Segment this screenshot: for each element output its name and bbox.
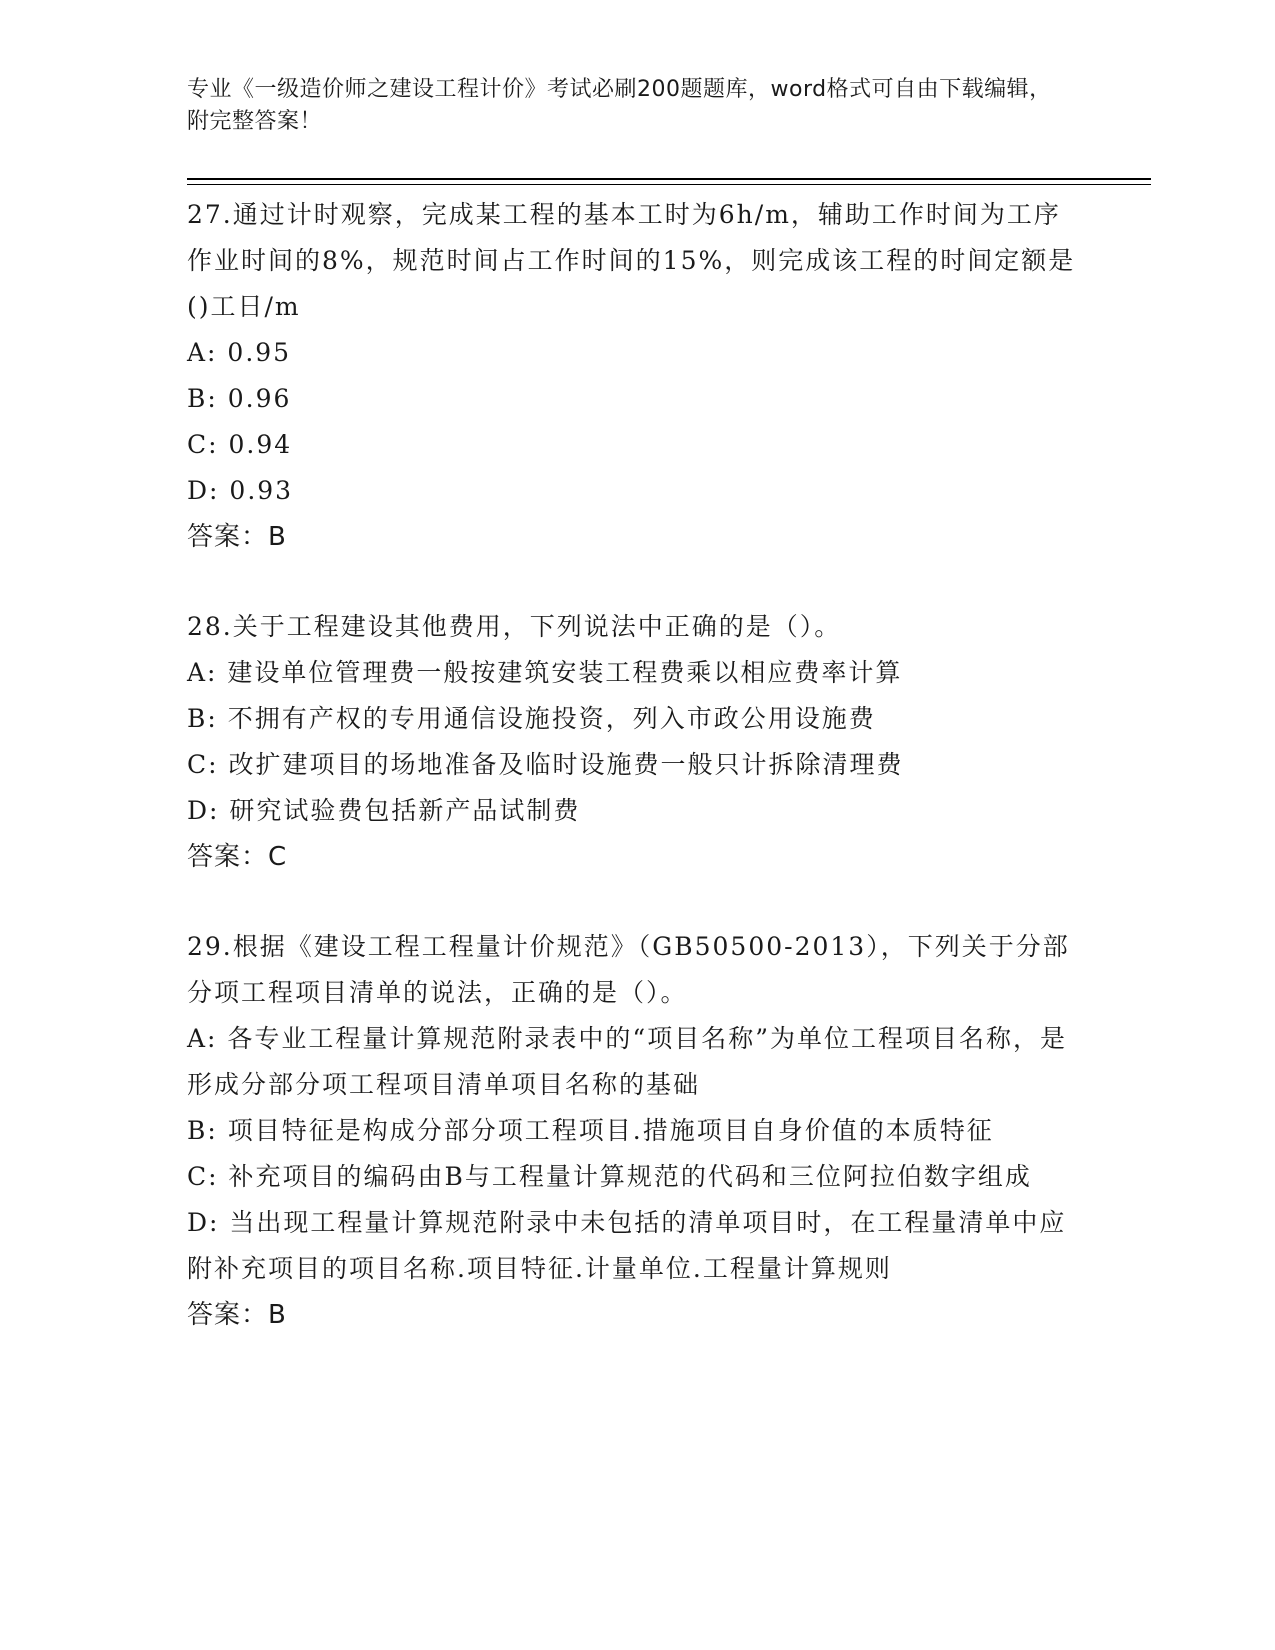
question-stem: 28.关于工程建设其他费用，下列说法中正确的是（）。 [187,612,842,641]
option-d: D: 当出现工程量计算规范附录中未包括的清单项目时，在工程量清单中应附补充项目的项目名称.项目特征.计量单位.工程量计算规则 [187,1208,1067,1283]
option-c: C: 补充项目的编码由B与工程量计算规范的代码和三位阿拉伯数字组成 [187,1162,1032,1191]
option-c: C: 改扩建项目的场地准备及临时设施费一般只计拆除清理费 [187,750,904,779]
option-b: B: 0.96 [187,384,292,413]
option-b: B: 项目特征是构成分部分项工程项目.措施项目自身价值的本质特征 [187,1116,994,1145]
header-divider-thick [187,178,1151,180]
question-list [187,192,1087,1382]
question-27 [187,192,1087,560]
option-c: C: 0.94 [187,430,293,459]
option-a: A: 建设单位管理费一般按建筑安装工程费乘以相应费率计算 [187,658,903,687]
answer-label: 答案：B [187,522,287,552]
answer-label: 答案：B [187,1300,287,1330]
question-28 [187,604,1087,880]
option-a: A: 0.95 [187,338,292,367]
header-divider-thin [187,184,1151,185]
question-stem: 27.通过计时观察，完成某工程的基本工时为6h/m，辅助工作时间为工序作业时间的8%，规范时间占工作时间的15%，则完成该工程的时间定额是()工日/m [187,200,1076,321]
option-d: D: 0.93 [187,476,294,505]
option-b: B: 不拥有产权的专用通信设施投资，列入市政公用设施费 [187,704,876,733]
option-a: A: 各专业工程量计算规范附录表中的“项目名称”为单位工程项目名称，是形成分部分项工程项目清单项目名称的基础 [187,1024,1067,1099]
question-29 [187,924,1087,1338]
document-header: 专业《一级造价师之建设工程计价》考试必刷200题题库，word格式可自由下载编辑，附完整答案！ [187,77,1052,134]
question-stem: 29.根据《建设工程工程量计价规范》（GB50500-2013），下列关于分部分项工程项目清单的说法，正确的是（）。 [187,932,1070,1007]
answer-label: 答案：C [187,842,288,872]
option-d: D: 研究试验费包括新产品试制费 [187,796,581,825]
